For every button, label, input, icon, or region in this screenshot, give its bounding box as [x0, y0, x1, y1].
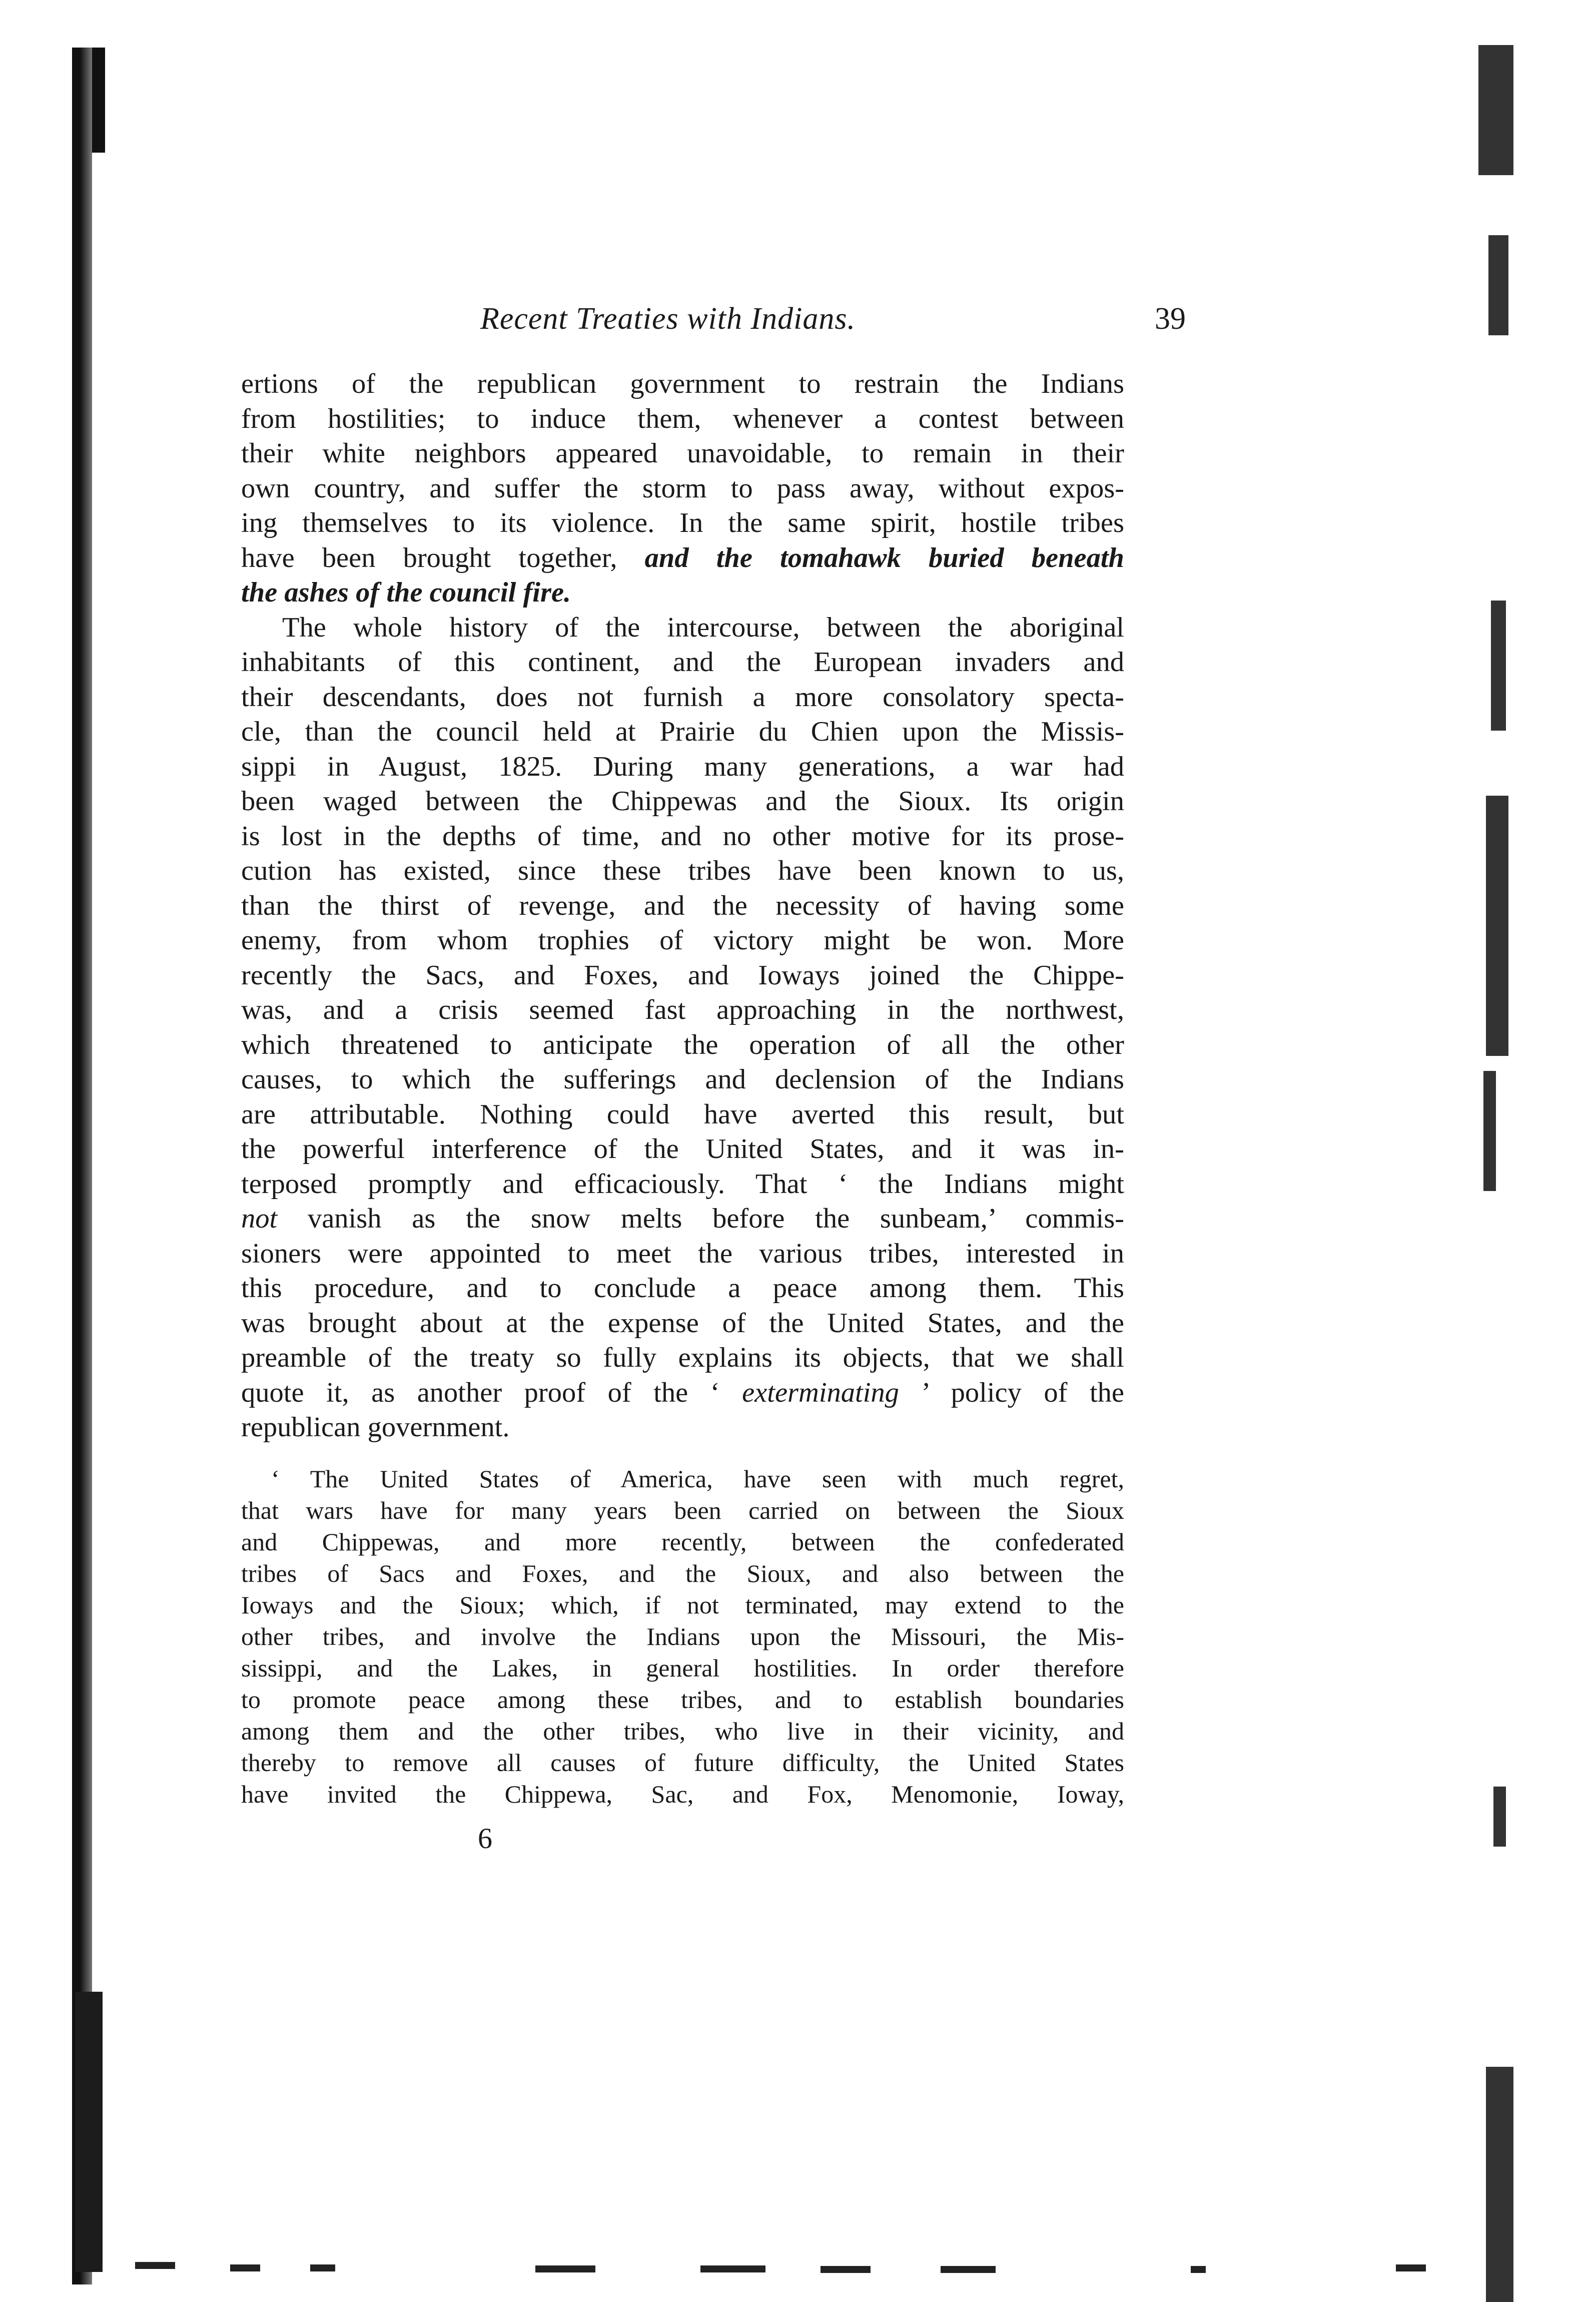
text-line [241, 436, 1124, 471]
quote-line: to promote peace among these tribes, and to establish boundaries [241, 1685, 1124, 1713]
text-run: from hostilities; to induce them, whenever a contest between [241, 403, 1124, 434]
text-line [241, 993, 1124, 1028]
quote-line: that wars have for many years been carried on between the Sioux [241, 1496, 1124, 1524]
text-line [241, 750, 1124, 785]
text-line [241, 784, 1124, 819]
text-line [241, 1376, 1124, 1411]
scan-edge-marks [1448, 45, 1548, 2287]
text-run: ing themselves to its violence. In the same spirit, hostile tribes [241, 507, 1124, 538]
text-line [241, 1341, 1124, 1376]
page-number: 39 [1155, 302, 1186, 336]
text-run: causes, to which the sufferings and declension of the Indians [241, 1064, 1124, 1095]
quote-line: among them and the other tribes, who live in their vicinity, and [241, 1717, 1124, 1745]
text-run: own country, and suffer the storm to pass away, without expos- [241, 472, 1124, 504]
text-line [241, 1237, 1124, 1272]
text-line [241, 1062, 1124, 1097]
quote-line: tribes of Sacs and Foxes, and the Sioux, and also between the [241, 1559, 1124, 1587]
quote-line: ‘ The United States of America, have seen with much regret, [271, 1465, 1124, 1493]
text-run: enemy, from whom trophies of victory might be won. More [241, 925, 1124, 956]
text-line [241, 1410, 1124, 1445]
text-line [241, 819, 1124, 854]
text-run: ’ policy of the [899, 1377, 1125, 1408]
paragraph [241, 367, 1124, 611]
text-run: quote it, as another proof of the ‘ [241, 1377, 742, 1408]
text-run: their white neighbors appeared unavoidable, to remain in their [241, 438, 1124, 469]
text-line [241, 402, 1124, 437]
page-header [240, 301, 1186, 346]
text-run: vanish as the snow melts before the sunbeam,’ commis- [277, 1203, 1124, 1234]
text-run: been waged between the Chippewas and the Sioux. Its origin [241, 786, 1124, 817]
text-run: was, and a crisis seemed fast approaching in the northwest, [241, 994, 1124, 1025]
treaty-quotation [241, 1463, 1124, 1810]
quote-line: and Chippewas, and more recently, between the confederated [241, 1528, 1124, 1556]
text-line [241, 576, 1124, 611]
text-line [241, 541, 1124, 576]
text-run: are attributable. Nothing could have averted this result, but [241, 1098, 1124, 1130]
signature-mark: 6 [478, 1822, 492, 1855]
text-line [241, 1271, 1124, 1306]
text-run: than the thirst of revenge, and the necessity of having some [241, 890, 1124, 921]
scan-edge-shadow [75, 1992, 103, 2272]
text-line [241, 367, 1124, 402]
text-run: have been brought together, [241, 542, 645, 573]
text-line [241, 854, 1124, 889]
emphasis-text: the ashes of the council fire. [241, 577, 571, 608]
running-head: Recent Treaties with Indians. [480, 302, 856, 336]
paragraph [241, 611, 1124, 1445]
text-line [241, 506, 1124, 541]
text-line [241, 923, 1124, 958]
scan-edge-shadow [72, 48, 92, 2284]
body-text [241, 367, 1124, 1445]
text-run: their descendants, does not furnish a more consolatory specta- [241, 681, 1124, 713]
text-line [241, 715, 1124, 750]
quote-line: sissippi, and the Lakes, in general hostilities. In order therefore [241, 1654, 1124, 1682]
text-run: was brought about at the expense of the United States, and the [241, 1307, 1124, 1339]
text-line [241, 958, 1124, 993]
quote-line: other tribes, and involve the Indians upon the Missouri, the Mis- [241, 1622, 1124, 1650]
text-run: cle, than the council held at Prairie du Chien upon the Missis- [241, 716, 1124, 747]
quote-line: have invited the Chippewa, Sac, and Fox, Menomonie, Ioway, [241, 1780, 1124, 1808]
text-run: sioners were appointed to meet the various tribes, interested in [241, 1238, 1124, 1269]
emphasis-text: exterminating [742, 1377, 899, 1408]
text-line [241, 645, 1124, 680]
text-line [241, 1306, 1124, 1341]
text-run: preamble of the treaty so fully explains its objects, that we shall [241, 1342, 1124, 1373]
text-run: recently the Sacs, and Foxes, and Ioways joined the Chippe- [241, 959, 1124, 991]
text-line [241, 1132, 1124, 1167]
text-run: ertions of the republican government to restrain the Indians [241, 368, 1124, 399]
emphasis-text: and the tomahawk buried beneath [644, 542, 1124, 573]
quote-line: Ioways and the Sioux; which, if not terminated, may extend to the [241, 1591, 1124, 1619]
text-run: cution has existed, since these tribes have been known to us, [241, 855, 1124, 886]
text-run: terposed promptly and efficaciously. That ‘ the Indians might [241, 1168, 1124, 1200]
text-line [241, 680, 1124, 715]
text-line [241, 611, 1124, 646]
text-run: The whole history of the intercourse, between the aboriginal [282, 612, 1124, 643]
text-run: republican government. [241, 1412, 510, 1443]
text-line [241, 471, 1124, 506]
text-line [241, 1167, 1124, 1202]
text-line [241, 1028, 1124, 1063]
text-run: which threatened to anticipate the operation of all the other [241, 1029, 1124, 1060]
quote-line: thereby to remove all causes of future difficulty, the United States [241, 1749, 1124, 1777]
emphasis-text: not [241, 1203, 278, 1234]
text-run: sippi in August, 1825. During many generations, a war had [241, 751, 1124, 782]
text-run: inhabitants of this continent, and the European invaders and [241, 647, 1124, 678]
text-run: this procedure, and to conclude a peace among them. This [241, 1273, 1124, 1304]
text-run: the powerful interference of the United States, and it was in- [241, 1133, 1124, 1165]
text-line [241, 1097, 1124, 1132]
text-line [241, 889, 1124, 924]
text-line [241, 1202, 1124, 1237]
text-run: is lost in the depths of time, and no other motive for its prose- [241, 820, 1124, 852]
